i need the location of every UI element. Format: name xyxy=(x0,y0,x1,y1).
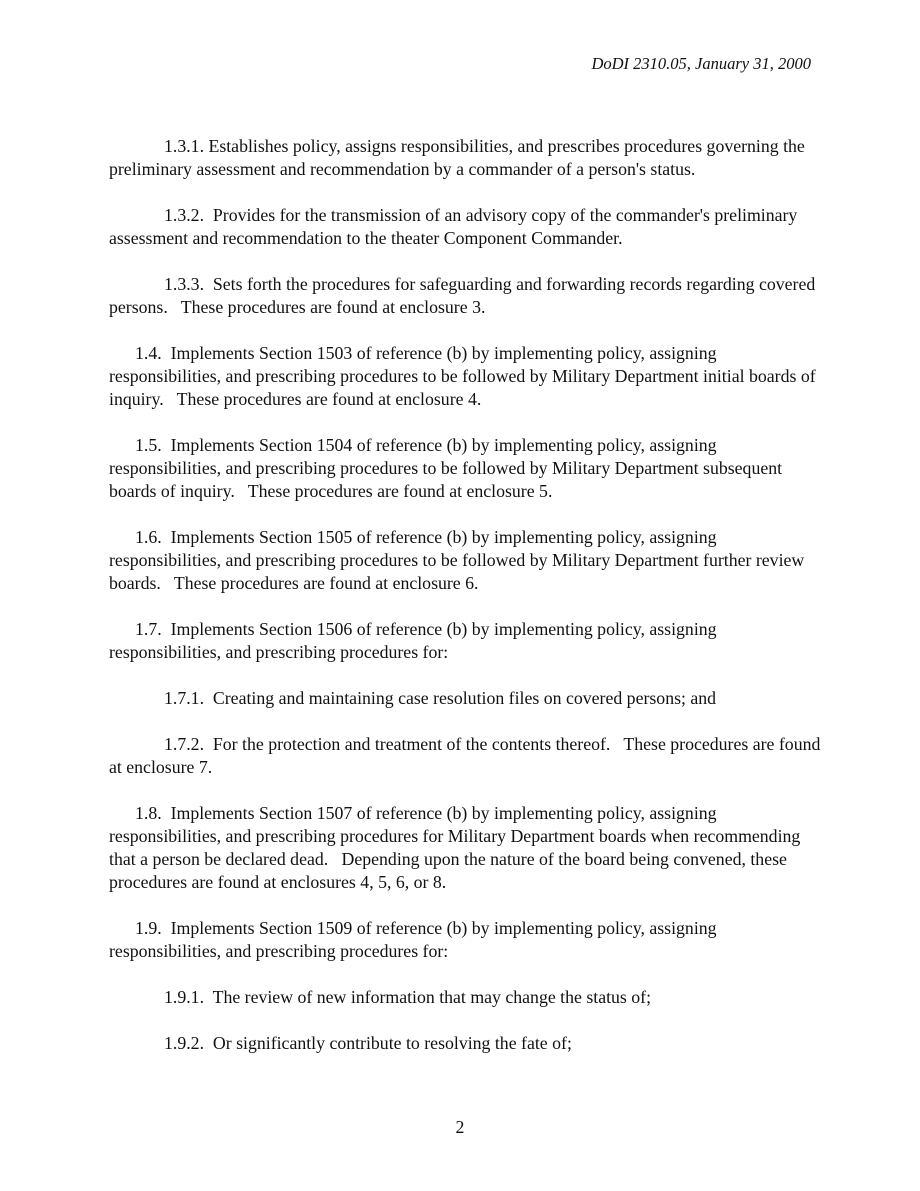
paragraph-1-7: 1.7. Implements Section 1506 of reference (b) by implementing policy, assigning responsibilities, and prescribing procedures for: xyxy=(109,619,721,662)
page-number: 2 xyxy=(455,1117,465,1137)
paragraph-1-9-1: 1.9.1. The review of new information that may change the status of; xyxy=(164,987,652,1007)
paragraph-1-5: 1.5. Implements Section 1504 of reference (b) by implementing policy, assigning responsibilities, and prescribing procedures to be followed by Military Department subsequent boards of inquiry. These procedures are found at enclosure 5. xyxy=(109,435,787,501)
paragraph-1-7-1: 1.7.1. Creating and maintaining case resolution files on covered persons; and xyxy=(164,688,717,708)
paragraph-1-6: 1.6. Implements Section 1505 of reference (b) by implementing policy, assigning responsibilities, and prescribing procedures to be followed by Military Department further review boards. These procedures are found at enclosure 6. xyxy=(109,527,809,593)
paragraph-1-3-3: 1.3.3. Sets forth the procedures for safeguarding and forwarding records regarding covered persons. These procedures are found at enclosure 3. xyxy=(109,274,820,317)
paragraph-1-3-1: 1.3.1. Establishes policy, assigns responsibilities, and prescribes procedures governing the preliminary assessment and recommendation by a commander of a person's status. xyxy=(109,136,810,179)
paragraph-1-3-2: 1.3.2. Provides for the transmission of an advisory copy of the commander's preliminary assessment and recommendation to the theater Component Commander. xyxy=(109,205,802,248)
document-body xyxy=(109,135,825,1078)
paragraph-1-4: 1.4. Implements Section 1503 of reference (b) by implementing policy, assigning responsibilities, and prescribing procedures to be followed by Military Department initial boards of inquiry. These procedures are found at enclosure 4. xyxy=(109,343,821,409)
paragraph-1-8: 1.8. Implements Section 1507 of reference (b) by implementing policy, assigning responsibilities, and prescribing procedures for Military Department boards when recommending that a person be declared dead. Depending upon the nature of the board being convened, these procedures are found at enclosures 4, 5, 6, or 8. xyxy=(109,803,805,892)
running-header: DoDI 2310.05, January 31, 2000 xyxy=(591,54,811,73)
paragraph-1-9-2: 1.9.2. Or significantly contribute to resolving the fate of; xyxy=(164,1033,572,1053)
paragraph-1-7-2: 1.7.2. For the protection and treatment of the contents thereof. These procedures are found at enclosure 7. xyxy=(109,734,825,777)
paragraph-1-9: 1.9. Implements Section 1509 of reference (b) by implementing policy, assigning responsibilities, and prescribing procedures for: xyxy=(109,918,721,961)
